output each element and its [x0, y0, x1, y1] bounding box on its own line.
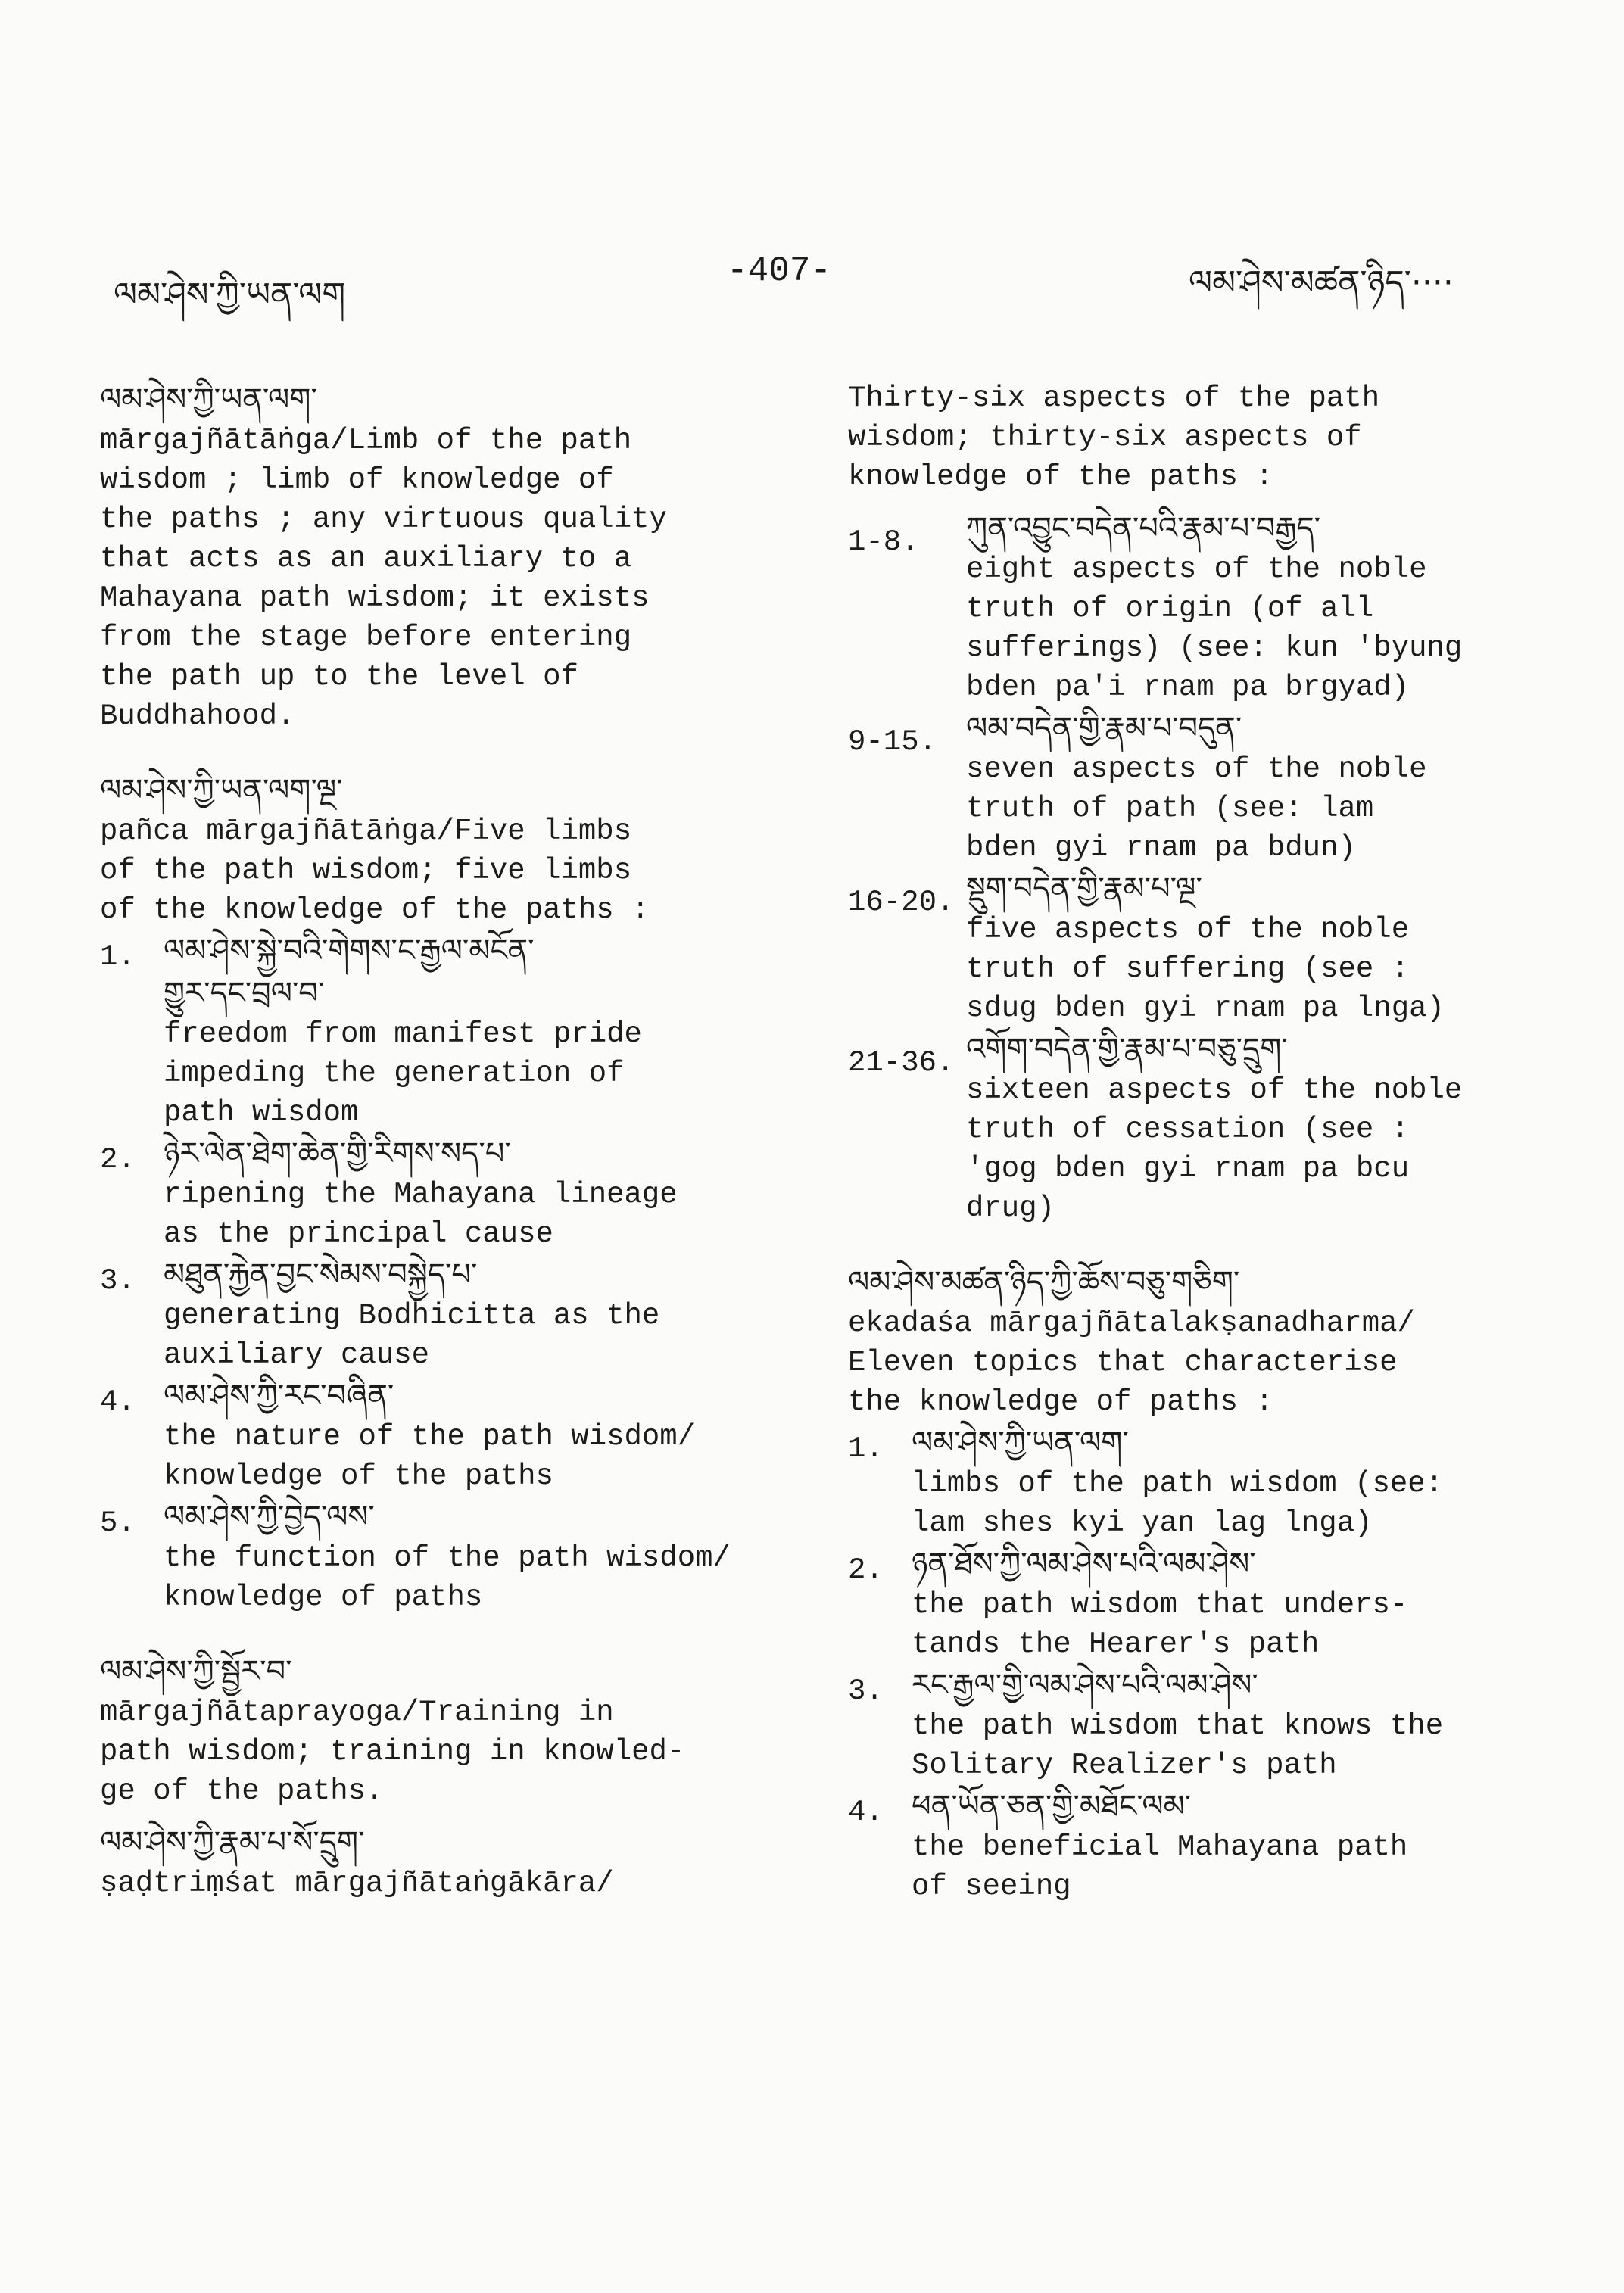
item-text: sixteen aspects of the noble truth of cessation (see : 'gog bden gyi rnam pa bcu drug): [966, 1073, 1463, 1225]
item-number: 2.: [100, 1143, 136, 1176]
list-item: [848, 1543, 1545, 1664]
item-text: eight aspects of the noble truth of origin (of all sufferings) (see: kun 'byung bden pa'i rnam pa brgyad): [966, 553, 1463, 704]
entry-path-wisdom-limb: [100, 379, 827, 736]
left-column: [100, 379, 827, 1903]
entry-definition: mārgajñātaprayoga/Training in path wisdom; training in knowled- ge of the paths.: [100, 1696, 685, 1808]
entry-thirty-six-aspects: [100, 1821, 827, 1903]
page-header: [0, 0, 1624, 318]
page-number: -407-: [727, 251, 832, 291]
item-text: the beneficial Mahayana path of seeing: [912, 1830, 1408, 1903]
entry-definition: mārgajñātāṅga/Limb of the path wisdom ; limb of knowledge of the paths ; any virtuous quality that acts as an auxiliary to a Mahayana path wisdom; it exists from the stage before entering the path up to the level of Buddhahood.: [100, 424, 667, 733]
item-number: 4.: [100, 1385, 136, 1419]
list-item: [100, 1375, 827, 1496]
item-text: the path wisdom that unders- tands the Hearer's path: [912, 1588, 1408, 1661]
item-tibetan: ཉེར་ལེན་ཐེག་ཆེན་གྱི་རིགས་སད་པ་: [164, 1136, 511, 1171]
item-text: generating Bodhicitta as the auxiliary cause: [164, 1299, 660, 1372]
entry-training-path-wisdom: [100, 1650, 827, 1811]
list-item: [848, 707, 1545, 868]
item-tibetan: ལམ་ཤེས་སྐྱེ་བའི་གེགས་ང་རྒྱལ་མངོན་: [164, 933, 535, 968]
list-item: [848, 1422, 1545, 1543]
item-text: ripening the Mahayana lineage as the principal cause: [164, 1178, 678, 1251]
item-number: 16-20.: [848, 886, 955, 919]
list-item: [848, 868, 1545, 1028]
item-number: 5.: [100, 1506, 136, 1540]
entry-tibetan: ལམ་ཤེས་མཚན་ཉིད་ཀྱི་ཆོས་བཅུ་གཅིག་: [848, 1265, 1240, 1300]
item-number: 9-15.: [848, 725, 937, 759]
header-right-term: ལམ་ཤེས་མཚན་ཉིད་····: [1189, 263, 1454, 302]
item-text: seven aspects of the noble truth of path (see: lam bden gyi rnam pa bdun): [966, 752, 1427, 865]
item-text: five aspects of the noble truth of suffering (see : sdug bden gyi rnam pa lnga): [966, 913, 1445, 1025]
item-text: limbs of the path wisdom (see: lam shes kyi yan lag lnga): [912, 1467, 1444, 1540]
item-text: the path wisdom that knows the Solitary Realizer's path: [912, 1709, 1444, 1782]
item-text: the nature of the path wisdom/ knowledge of the paths: [164, 1420, 696, 1493]
item-tibetan: ལམ་ཤེས་ཀྱི་བྱེད་ལས་: [164, 1500, 375, 1534]
item-text: the function of the path wisdom/ knowledge of paths: [164, 1541, 731, 1614]
item-number: 3.: [100, 1264, 136, 1298]
item-text: freedom from manifest pride impeding the generation of path wisdom: [164, 1017, 642, 1129]
item-number: 21-36.: [848, 1046, 955, 1080]
item-number: 1.: [848, 1432, 884, 1466]
item-tibetan: མཐུན་རྐྱེན་བྱང་སེམས་བསྐྱེད་པ་: [164, 1257, 478, 1292]
item-number: 1-8.: [848, 525, 919, 559]
item-tibetan: ཕན་ཡོན་ཅན་གྱི་མཐོང་ལམ་: [912, 1789, 1192, 1824]
list-item: [848, 1785, 1545, 1906]
list-item: [100, 930, 827, 1132]
item-tibetan: ལམ་ཤེས་ཀྱི་རང་བཞིན་: [164, 1379, 394, 1413]
entry-definition: ṣaḍtriṃśat mārgajñātaṅgākāra/: [100, 1867, 614, 1900]
item-tibetan: ལམ་ཤེས་ཀྱི་ཡན་ལག་: [912, 1425, 1129, 1460]
item-tibetan: ཉན་ཐོས་ཀྱི་ལམ་ཤེས་པའི་ལམ་ཤེས་: [912, 1547, 1256, 1581]
entry-eleven-topics: [848, 1261, 1545, 1906]
list-item: [100, 1496, 827, 1617]
entry-tibetan: ལམ་ཤེས་ཀྱི་ཡན་ལག་: [100, 382, 317, 417]
list-item: [100, 1132, 827, 1254]
item-number: 3.: [848, 1675, 884, 1708]
list-item: [848, 1028, 1545, 1228]
item-number: 4.: [848, 1796, 884, 1829]
entry-tibetan: ལམ་ཤེས་ཀྱི་སྦྱོར་བ་: [100, 1654, 292, 1689]
item-tibetan: ལམ་བདེན་གྱི་རྣམ་པ་བདུན་: [966, 711, 1242, 746]
list-item: [100, 1254, 827, 1375]
entry-five-limbs: [100, 769, 827, 1617]
item-tibetan-continued: གྱུར་དང་བྲལ་བ་: [164, 976, 325, 1011]
list-item: [848, 1664, 1545, 1785]
item-number: 1.: [100, 940, 136, 974]
entry-tibetan: ལམ་ཤེས་ཀྱི་རྣམ་པ་སོ་དྲུག་: [100, 1825, 365, 1860]
item-tibetan: རང་རྒྱལ་གྱི་ལམ་ཤེས་པའི་ལམ་ཤེས་: [912, 1668, 1258, 1703]
entry-definition: ekadaśa mārgajñātalakṣanadharma/ Eleven topics that characterise the knowledge of paths :: [848, 1307, 1415, 1419]
item-tibetan: ཀུན་འབྱུང་བདེན་པའི་རྣམ་པ་བརྒྱད་: [966, 511, 1321, 546]
header-left-term: ལམ་ཤེས་ཀྱི་ཡན་ལག: [114, 276, 346, 314]
entry-definition: pañca mārgajñātāṅga/Five limbs of the path wisdom; five limbs of the knowledge of the paths :: [100, 815, 650, 927]
list-item: [848, 507, 1545, 707]
item-tibetan: འགོག་བདེན་གྱི་རྣམ་པ་བཅུ་དྲུག་: [966, 1032, 1288, 1067]
item-tibetan: སྡུག་བདེན་གྱི་རྣམ་པ་ལྔ་: [966, 871, 1202, 906]
entry-continuation: Thirty-six aspects of the path wisdom; thirty-six aspects of knowledge of the paths :: [848, 382, 1380, 494]
item-number: 2.: [848, 1553, 884, 1587]
entry-tibetan: ལམ་ཤེས་ཀྱི་ཡན་ལག་ལྔ་: [100, 773, 343, 808]
right-column: [848, 379, 1545, 1906]
